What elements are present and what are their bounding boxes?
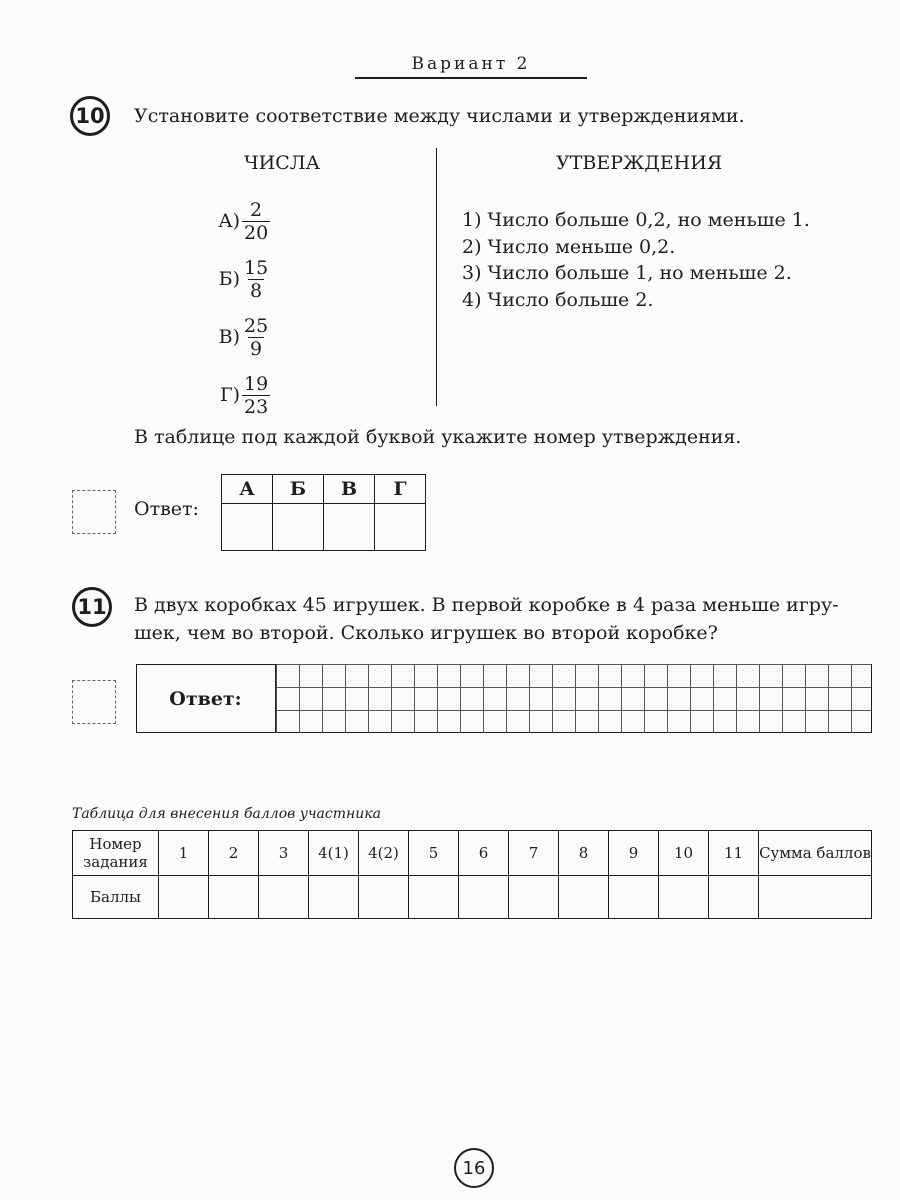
statements-header: УТВЕРЖДЕНИЯ bbox=[556, 152, 723, 174]
statement-2: 2) Число меньше 0,2. bbox=[462, 235, 676, 258]
variant-title: Вариант 2 bbox=[411, 54, 531, 74]
score-cell[interactable] bbox=[609, 876, 659, 919]
fraction bbox=[242, 257, 270, 302]
score-cell[interactable] bbox=[259, 876, 309, 919]
score-cell[interactable] bbox=[309, 876, 359, 919]
letter-v: В bbox=[324, 475, 375, 504]
answer-cell-b[interactable] bbox=[273, 504, 324, 551]
score-cell[interactable] bbox=[359, 876, 409, 919]
numerator: 19 bbox=[244, 372, 269, 395]
answer-table-10 bbox=[221, 474, 426, 551]
task-number-10: 10 bbox=[70, 96, 110, 136]
sum-cell[interactable] bbox=[759, 876, 872, 919]
col-2: 2 bbox=[209, 831, 259, 876]
denominator: 8 bbox=[250, 279, 263, 302]
option-label: Б) bbox=[218, 268, 240, 290]
letter-g: Г bbox=[375, 475, 426, 504]
letter-a: А bbox=[222, 475, 273, 504]
col-3: 3 bbox=[259, 831, 309, 876]
score-cell[interactable] bbox=[659, 876, 709, 919]
answer-label: Ответ: bbox=[136, 664, 276, 733]
numerator: 25 bbox=[244, 314, 269, 337]
option-label: Г) bbox=[220, 384, 240, 406]
answer-cell-g[interactable] bbox=[375, 504, 426, 551]
option-label: В) bbox=[218, 326, 240, 348]
letter-b: Б bbox=[273, 475, 324, 504]
answer-label: Ответ: bbox=[134, 498, 199, 520]
score-cell[interactable] bbox=[509, 876, 559, 919]
score-cell[interactable] bbox=[459, 876, 509, 919]
score-cell[interactable] bbox=[209, 876, 259, 919]
score-cell[interactable] bbox=[709, 876, 759, 919]
numerator: 2 bbox=[250, 198, 263, 221]
score-box-11 bbox=[72, 680, 116, 724]
numbers-header: ЧИСЛА bbox=[244, 152, 321, 174]
answer-grid-11[interactable] bbox=[276, 664, 872, 733]
score-table-caption: Таблица для внесения баллов участника bbox=[72, 806, 381, 822]
fraction bbox=[242, 199, 270, 244]
score-box-10 bbox=[72, 490, 116, 534]
statement-1: 1) Число больше 0,2, но меньше 1. bbox=[462, 209, 810, 231]
col-sum: Сумма баллов bbox=[759, 831, 872, 876]
col-8: 8 bbox=[559, 831, 609, 876]
task10-question: Установите соответствие между числами и утверждениями. bbox=[134, 105, 745, 127]
page-number: 16 bbox=[454, 1148, 494, 1188]
row-header-task-number: Номер задания bbox=[73, 831, 159, 876]
col-4-2: 4(2) bbox=[359, 831, 409, 876]
option-a bbox=[208, 192, 270, 250]
numbers-list bbox=[208, 192, 270, 424]
row-header-points: Баллы bbox=[73, 876, 159, 919]
col-4-1: 4(1) bbox=[309, 831, 359, 876]
task11-question-line2: шек, чем во второй. Сколько игрушек во второй коробке? bbox=[134, 622, 718, 644]
col-5: 5 bbox=[409, 831, 459, 876]
score-cell[interactable] bbox=[409, 876, 459, 919]
col-6: 6 bbox=[459, 831, 509, 876]
col-10: 10 bbox=[659, 831, 709, 876]
score-cell[interactable] bbox=[159, 876, 209, 919]
col-1: 1 bbox=[159, 831, 209, 876]
col-11: 11 bbox=[709, 831, 759, 876]
variant-underline bbox=[355, 77, 587, 79]
denominator: 9 bbox=[250, 337, 263, 360]
option-v bbox=[208, 308, 270, 366]
col-7: 7 bbox=[509, 831, 559, 876]
option-label: А) bbox=[218, 210, 240, 232]
denominator: 23 bbox=[244, 395, 269, 418]
task11-question-line1: В двух коробках 45 игрушек. В первой коробке в 4 раза меньше игру- bbox=[134, 594, 839, 616]
fraction bbox=[242, 373, 270, 418]
task-number-11: 11 bbox=[72, 587, 112, 627]
statements-list bbox=[462, 207, 810, 313]
statement-4: 4) Число больше 2. bbox=[462, 288, 654, 311]
fraction bbox=[242, 315, 270, 360]
score-table bbox=[72, 830, 872, 919]
denominator: 20 bbox=[244, 221, 269, 244]
column-divider bbox=[436, 148, 437, 406]
task10-instruction: В таблице под каждой буквой укажите номер утверждения. bbox=[134, 426, 742, 448]
score-cell[interactable] bbox=[559, 876, 609, 919]
option-g bbox=[208, 366, 270, 424]
answer-cell-a[interactable] bbox=[222, 504, 273, 551]
numerator: 15 bbox=[244, 256, 269, 279]
statement-3: 3) Число больше 1, но меньше 2. bbox=[462, 262, 792, 284]
col-9: 9 bbox=[609, 831, 659, 876]
option-b bbox=[208, 250, 270, 308]
answer-cell-v[interactable] bbox=[324, 504, 375, 551]
